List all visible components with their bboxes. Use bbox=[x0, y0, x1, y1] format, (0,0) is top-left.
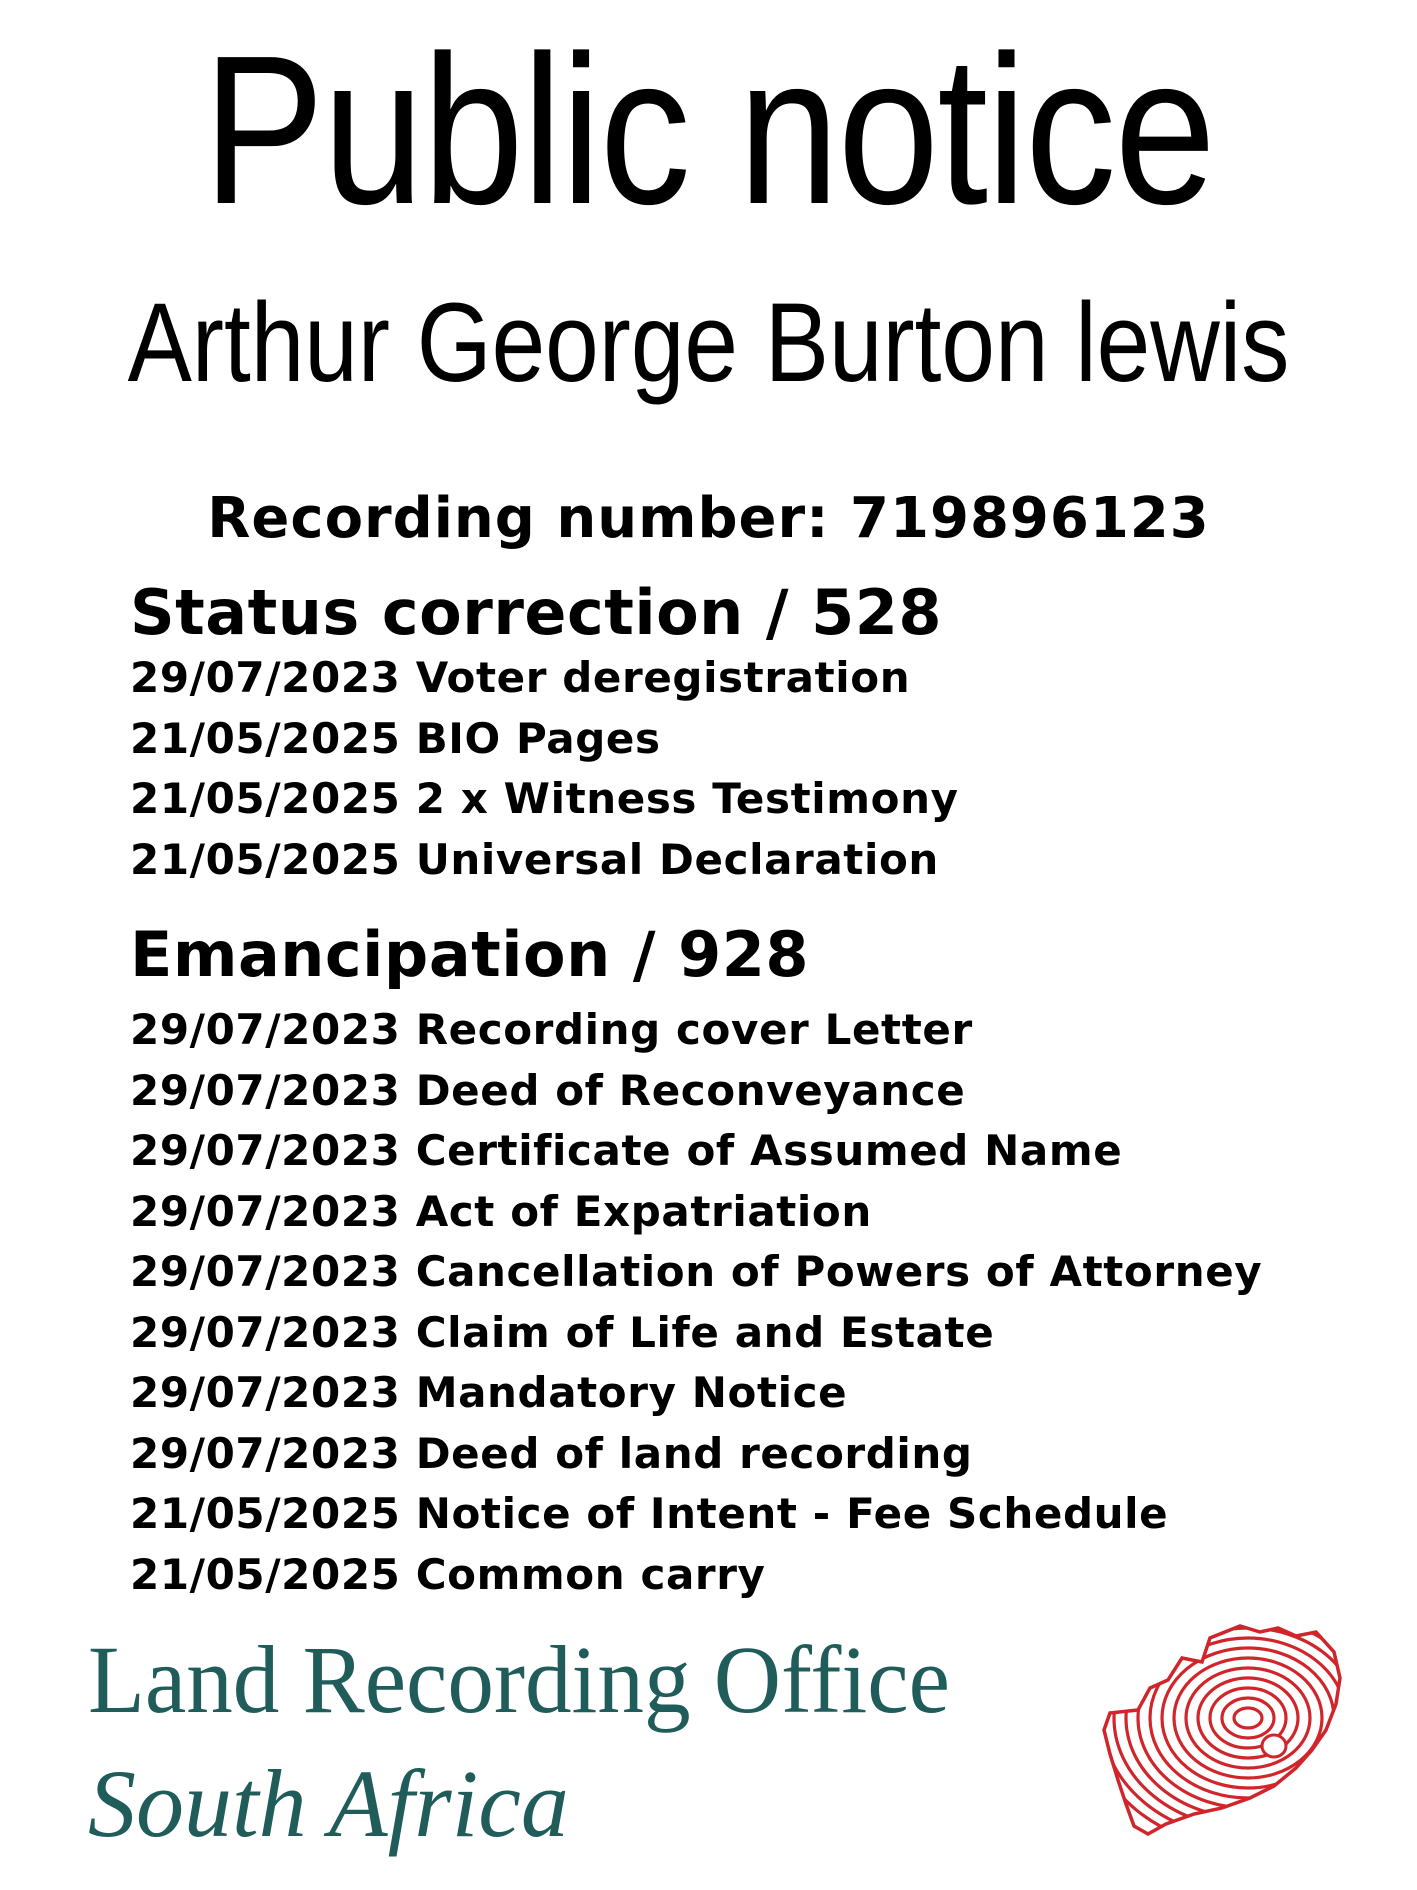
entry-item: 29/07/2023 Certificate of Assumed Name bbox=[130, 1126, 1123, 1175]
section-heading: Status correction / 528 bbox=[130, 576, 943, 649]
entry-item: 29/07/2023 Act of Expatriation bbox=[130, 1186, 872, 1236]
entry-item: 29/07/2023 Mandatory Notice bbox=[130, 1368, 848, 1417]
entry-item: 29/07/2023 Claim of Life and Estate bbox=[130, 1307, 995, 1357]
entry-list bbox=[130, 648, 959, 890]
section-heading: Emancipation / 928 bbox=[130, 918, 810, 991]
entry-item: 21/05/2025 2 x Witness Testimony bbox=[130, 774, 959, 823]
footer-country: South Africa bbox=[88, 1750, 569, 1857]
entry-item: 29/07/2023 Deed of Reconveyance bbox=[130, 1065, 966, 1115]
entry-item: 21/05/2025 Common carry bbox=[130, 1549, 766, 1599]
south-africa-fingerprint-map-icon bbox=[1090, 1618, 1360, 1848]
entry-item: 29/07/2023 Cancellation of Powers of Attorney bbox=[130, 1247, 1263, 1296]
entry-item: 29/07/2023 Voter deregistration bbox=[130, 653, 911, 702]
person-name: Arthur George Burton lewis bbox=[127, 280, 1290, 405]
section-status-correction bbox=[130, 578, 959, 890]
entry-list bbox=[130, 1000, 1262, 1605]
entry-item: 29/07/2023 Deed of land recording bbox=[130, 1428, 973, 1478]
footer-organization: Land Recording Office bbox=[88, 1626, 950, 1733]
section-emancipation bbox=[130, 920, 1262, 1605]
notice-title: Public notice bbox=[202, 11, 1215, 248]
entry-item: 21/05/2025 BIO Pages bbox=[130, 713, 661, 763]
entry-item: 21/05/2025 Universal Declaration bbox=[130, 834, 939, 884]
recording-number: Recording number: 719896123 bbox=[207, 486, 1210, 551]
entry-item: 21/05/2025 Notice of Intent - Fee Schedule bbox=[130, 1489, 1169, 1538]
entry-item: 29/07/2023 Recording cover Letter bbox=[130, 1005, 973, 1054]
